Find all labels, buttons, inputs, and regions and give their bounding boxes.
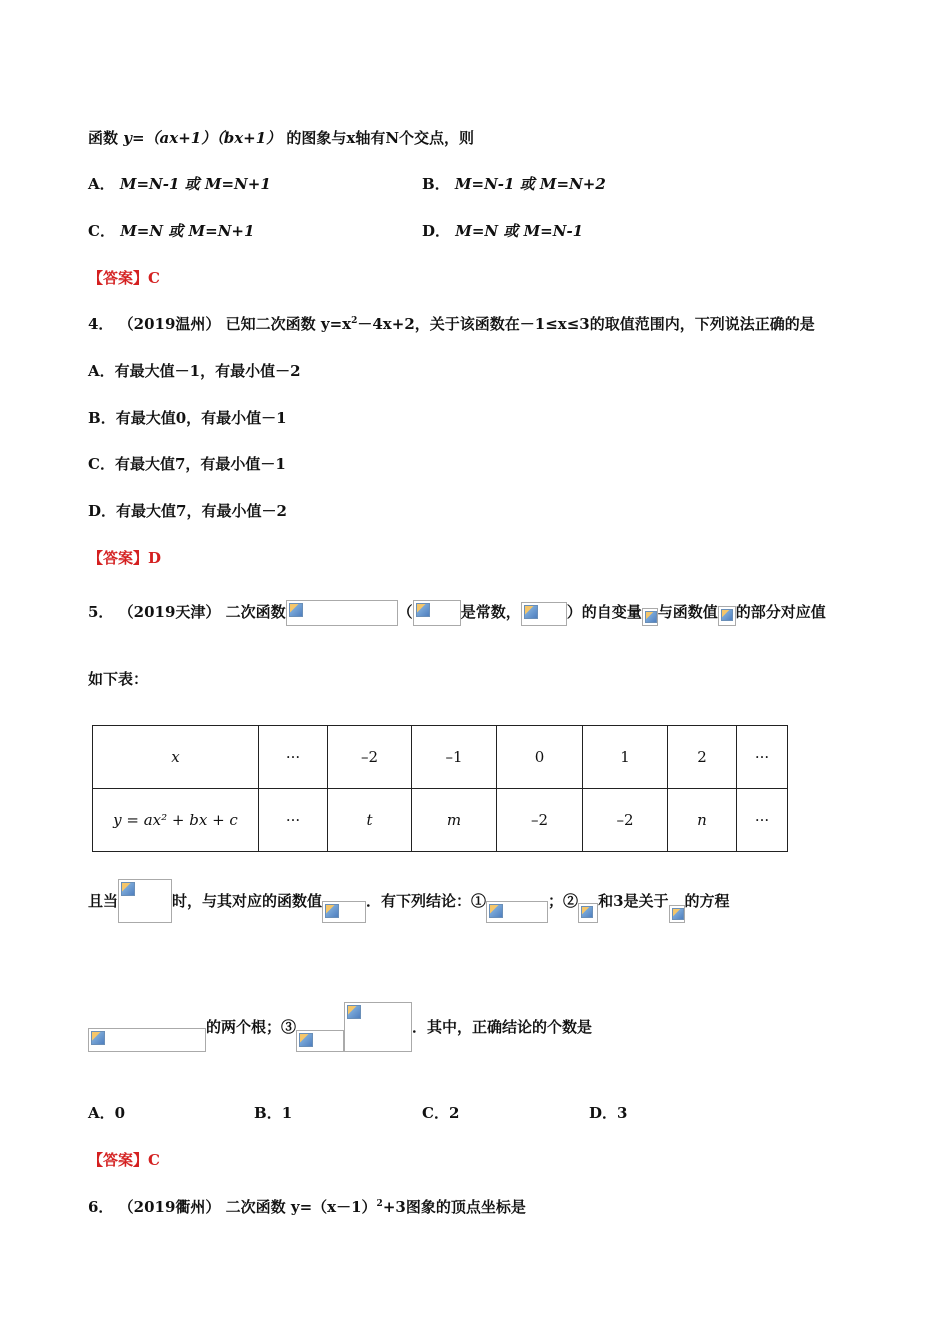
option-key: A (88, 175, 100, 193)
table-cell: ··· (737, 726, 788, 789)
table-cell: ··· (259, 726, 328, 789)
q5-stem-e: 的部分对应值 (735, 603, 826, 621)
table-cell: 2 (668, 726, 737, 789)
option-text: 有最大值7，有最小值－1 (114, 455, 286, 473)
option-text: M=N-1 或 M=N+1 (119, 175, 271, 193)
table-cell: n (668, 789, 737, 852)
table-row (93, 789, 788, 852)
q5-stem-f: 如下表： (88, 670, 149, 688)
q4-answer (88, 548, 161, 568)
q5-cond-e: 和3是关于 (598, 892, 669, 910)
q5-cond-f: 的方程 (684, 892, 730, 910)
table-cell: –2 (583, 789, 668, 852)
q6-stem-b: +3图象的顶点坐标是 (382, 1198, 526, 1216)
question-source: （2019温州） (118, 315, 221, 333)
broken-image-icon (286, 600, 398, 626)
option-key: B (422, 175, 435, 193)
q3-stem-prefix: 函数 (88, 129, 119, 147)
q3-answer (88, 268, 160, 288)
option-key: A (88, 1104, 100, 1122)
q6-stem (88, 1197, 526, 1217)
broken-image-icon (344, 1002, 412, 1052)
option-text: M=N 或 M=N-1 (455, 222, 584, 240)
q5-conditions (88, 879, 730, 923)
option-text: M=N 或 M=N+1 (120, 222, 255, 240)
option-key: C (88, 222, 100, 240)
q5-stem-cont (88, 669, 148, 689)
q5-cond-g: 的两个根；③ (206, 1018, 297, 1036)
q3-stem-suffix: 的图象与x轴有N个交点，则 (286, 129, 475, 147)
q4-option-d: D．有最大值7，有最小值－2 (88, 502, 287, 520)
q4-stem-a: 已知二次函数 y=x (225, 315, 352, 333)
q5-stem-a: 二次函数 (225, 603, 286, 621)
option-text: 1 (281, 1104, 293, 1122)
q5-conditions-cont (88, 1002, 592, 1052)
option-text: M=N-1 或 M=N+2 (454, 175, 606, 193)
option-key: C (88, 455, 100, 473)
table-cell: –2 (328, 726, 412, 789)
answer-label: 【答案】 (88, 1151, 149, 1169)
q5-option-b: B．1 (254, 1104, 293, 1122)
q3-option-c: C． M=N 或 M=N+1 (88, 222, 255, 240)
option-text: 有最大值－1，有最小值－2 (114, 362, 301, 380)
option-key: B (88, 409, 101, 427)
table-cell: t (328, 789, 412, 852)
broken-image-icon (322, 901, 366, 923)
option-text: 0 (114, 1104, 126, 1122)
option-key: A (88, 362, 100, 380)
q5-answer (88, 1150, 160, 1170)
option-text: 有最大值0，有最小值－1 (115, 409, 287, 427)
broken-image-icon (669, 905, 685, 923)
q5-stem-d: 与函数值 (657, 603, 718, 621)
option-text: 2 (448, 1104, 460, 1122)
broken-image-icon (88, 1028, 206, 1052)
broken-image-icon (718, 606, 736, 626)
q5-option-d: D．3 (589, 1104, 628, 1122)
q4-stem (88, 314, 815, 334)
question-number: 5． (88, 603, 114, 621)
q5-option-a: A．0 (88, 1104, 126, 1122)
answer-label: 【答案】 (88, 269, 149, 287)
option-key: D (589, 1104, 603, 1122)
broken-image-icon (642, 608, 658, 626)
q5-cond-c: ．有下列结论：① (366, 892, 487, 910)
q5-stem: 5． （2019天津） 二次函数 （ 是常数， ）的自变量 与函数值 的部分对应值 (88, 598, 826, 626)
option-text: 3 (617, 1104, 628, 1122)
table-cell: –2 (497, 789, 583, 852)
answer-value: C (148, 1151, 160, 1169)
table-cell: –1 (412, 726, 497, 789)
broken-image-icon (296, 1030, 344, 1052)
question-number: 4． (88, 315, 114, 333)
question-source: （2019衢州） (118, 1198, 221, 1216)
q5-cond-b: 时，与其对应的函数值 (172, 892, 323, 910)
table-row (93, 726, 788, 789)
answer-label: 【答案】 (88, 549, 149, 567)
table-cell: ··· (737, 789, 788, 852)
question-number: 6． (88, 1198, 114, 1216)
table-cell: x (93, 726, 259, 789)
table-cell: m (412, 789, 497, 852)
q5-stem-c: ）的自变量 (566, 603, 642, 621)
q4-stem-sup: 2 (351, 316, 358, 326)
q5-stem-b: 是常数， (460, 603, 521, 621)
broken-image-icon (578, 903, 598, 923)
broken-image-icon (118, 879, 172, 923)
option-key: C (422, 1104, 434, 1122)
table-cell: y = ax² + bx + c (93, 789, 259, 852)
q4-stem-b: －4x+2，关于该函数在－1≤x≤3的取值范围内，下列说法正确的是 (357, 315, 815, 333)
q3-option-a: A． M=N-1 或 M=N+1 (88, 175, 271, 193)
q5-option-c: C．2 (422, 1104, 460, 1122)
q6-stem-a: 二次函数 y=（x－1） (225, 1198, 377, 1216)
broken-image-icon (413, 600, 461, 626)
q3-stem-formula: y=（ax+1）（bx+1） (123, 129, 282, 147)
q4-option-b: B．有最大值0，有最小值－1 (88, 409, 287, 427)
table-cell: 0 (497, 726, 583, 789)
q3-stem (88, 128, 474, 148)
q5-cond-a: 且当 (88, 892, 119, 910)
q3-option-b: B． M=N-1 或 M=N+2 (422, 175, 606, 193)
table-cell: ··· (259, 789, 328, 852)
option-key: B (254, 1104, 267, 1122)
question-source: （2019天津） (118, 603, 221, 621)
q5-cond-h: ．其中，正确结论的个数是 (412, 1018, 593, 1036)
table-cell: 1 (583, 726, 668, 789)
option-text: 有最大值7，有最小值－2 (116, 502, 287, 520)
q4-option-c: C．有最大值7，有最小值－1 (88, 455, 286, 473)
q5-cond-d: ；② (548, 892, 579, 910)
q4-option-a: A．有最大值－1，有最小值－2 (88, 362, 301, 380)
broken-image-icon (521, 602, 567, 626)
option-key: D (422, 222, 436, 240)
answer-value: C (148, 269, 160, 287)
answer-value: D (148, 549, 162, 567)
q3-option-d: D． M=N 或 M=N-1 (422, 222, 584, 240)
broken-image-icon (486, 901, 548, 923)
value-table (92, 725, 788, 852)
q6-stem-sup: 2 (376, 1199, 383, 1209)
option-key: D (88, 502, 102, 520)
